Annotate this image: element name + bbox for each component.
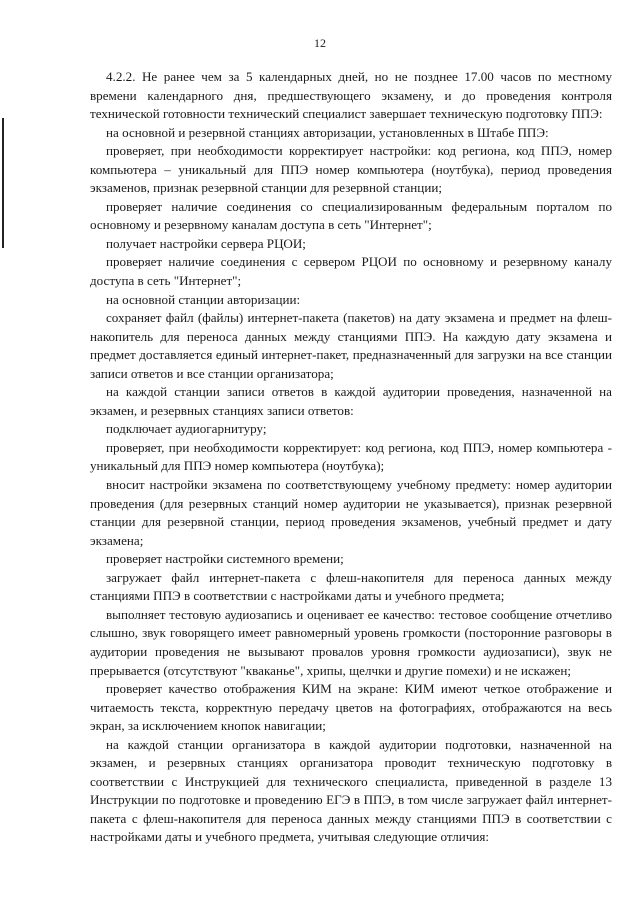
paragraph: на каждой станции записи ответов в каждой аудитории проведения, назначенной на экзамен, и резервных станциях записи ответов: <box>90 384 612 418</box>
paragraph: на основной и резервной станциях авторизации, установленных в Штабе ППЭ: <box>106 124 549 140</box>
paragraph: сохраняет файл (файлы) интернет-пакета (пакетов) на дату экзамена и предмет на флеш-накопитель для переноса данных между станциями ППЭ. На каждую дату экзамена и предмет доставляется единый интернет-пакет, предназначенный для загрузки на все станции записи ответов и все станции организатора; <box>90 310 612 381</box>
paragraph: проверяет, при необходимости корректирует настройки: код региона, код ППЭ, номер компьютера – уникальный для ППЭ номер компьютера (ноутбука), период проведения экзаменов, признак резервной станции для резервной станции; <box>90 143 612 196</box>
paragraph: проверяет наличие соединения с сервером РЦОИ по основному и резервному каналу доступа в сеть "Интернет"; <box>90 254 612 289</box>
paragraph: на каждой станции организатора в каждой аудитории подготовки, назначенной на экзамен, и резервных станциях организатора проводит техническую подготовку в соответствии с Инструкцией для технического специалиста, приведенной в разделе 13 Инструкции по подготовке и проведению ЕГЭ в ППЭ, в том числе загружает файл интернет-пакета с флеш-накопителя для переноса данных между станциями ППЭ в соответствии с настройками даты и учебного предмета, учитывая следующие отличия: <box>90 736 612 845</box>
paragraph: 4.2.2. Не ранее чем за 5 календарных дней, но не позднее 17.00 часов по местному времени календарного дня, предшествующего экзамену, и до проведения контроля технической готовности технический специалист завершает техническую подготовку ППЭ: <box>90 69 612 122</box>
page-body <box>90 68 612 847</box>
paragraph: проверяет качество отображения КИМ на экране: КИМ имеют четкое отображение и читаемость текста, корректную передачу цветов на фотографиях, отображаются на весь экран, за исключением кнопок навигации; <box>90 681 612 734</box>
page-number: 12 <box>314 36 326 50</box>
paragraph: проверяет настройки системного времени; <box>106 551 344 567</box>
margin-mark <box>2 118 4 248</box>
paragraph: вносит настройки экзамена по соответствующему учебному предмету: номер аудитории проведения (для резервных станций номер аудитории не указывается), признак резервной станции для резервной станции, период проведения экзаменов, учебный предмет и дату экзамена; <box>90 477 612 548</box>
paragraph: загружает файл интернет-пакета с флеш-накопителя для переноса данных между станциями ППЭ в соответствии с настройками даты и учебного предмета; <box>90 569 612 604</box>
paragraph: проверяет наличие соединения со специализированным федеральным порталом по основному и резервному каналам доступа в сеть "Интернет"; <box>90 198 612 233</box>
paragraph: выполняет тестовую аудиозапись и оценивает ее качество: тестовое сообщение отчетливо слышно, звук говорящего имеет равномерный уровень громкости (посторонние разговоры в аудитории проведения не вызывают провалов уровня громкости аудиозаписи), звук не прерывается (отсутствуют "кваканье", хрипы, щелчки и другие помехи) и не искажен; <box>90 606 612 678</box>
paragraph: на основной станции авторизации: <box>106 291 301 307</box>
paragraph: получает настройки сервера РЦОИ; <box>106 235 306 251</box>
paragraph: подключает аудиогарнитуру; <box>106 421 267 437</box>
paragraph: проверяет, при необходимости корректирует: код региона, код ППЭ, номер компьютера - уникальный для ППЭ номер компьютера (ноутбука); <box>90 439 612 474</box>
